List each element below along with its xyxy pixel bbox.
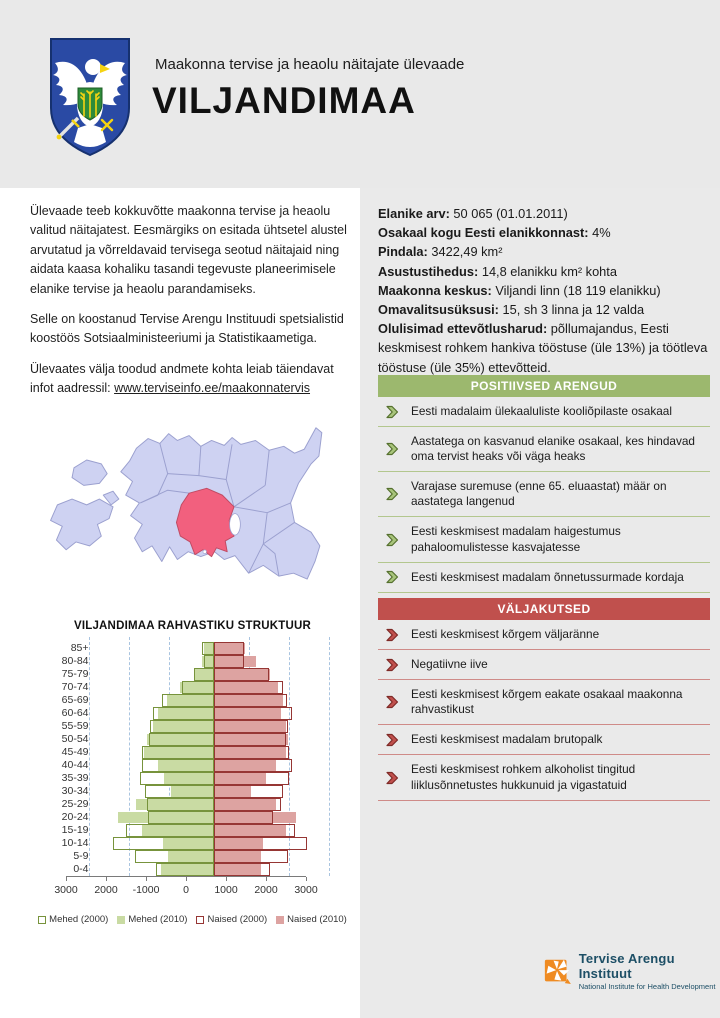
- positive-item: [378, 517, 710, 562]
- stat-label: Olulisimad ettevõtlusharud:: [378, 321, 548, 337]
- bar-naised2000: [214, 746, 289, 759]
- legend-swatch: [276, 916, 284, 924]
- stat-value: 15, sh 3 linna ja 12 valda: [498, 301, 645, 317]
- bar-mehed2000: [140, 772, 214, 785]
- axis-tick: [106, 877, 107, 881]
- age-group-label: 50-54: [61, 733, 89, 745]
- stat-label: Omavalitsusüksusi:: [378, 301, 499, 317]
- legend-label: Mehed (2010): [128, 914, 188, 925]
- terviseinfo-link[interactable]: www.terviseinfo.ee/maakonnatervis: [114, 381, 311, 395]
- bar-mehed2000: [149, 733, 213, 746]
- bar-mehed2000: [153, 707, 214, 720]
- axis-tick: [266, 877, 267, 881]
- pyramid-row: [53, 642, 333, 655]
- pyramid-row: [53, 720, 333, 733]
- age-group-label: 80-84: [61, 655, 89, 667]
- bar-mehed2000: [126, 824, 214, 837]
- stat-label: Osakaal kogu Eesti elanikkonnast:: [378, 225, 589, 241]
- bar-mehed2000: [142, 746, 214, 759]
- bar-naised2000: [214, 837, 307, 850]
- bar-mehed2000: [150, 720, 213, 733]
- bar-mehed2000: [194, 668, 213, 681]
- chevron-icon: [385, 533, 399, 547]
- pyramid-row: [53, 785, 333, 798]
- page-subtitle: Maakonna tervise ja heaolu näitajate ülevaade: [155, 56, 465, 73]
- age-group-label: 5-9: [73, 850, 89, 862]
- age-group-label: 35-39: [61, 772, 89, 784]
- tai-logo-text: [579, 951, 720, 991]
- item-text: Eesti keskmisest madalam brutopalk: [411, 732, 603, 747]
- legend-label: Naised (2000): [207, 914, 268, 925]
- bar-naised2000: [214, 707, 292, 720]
- stat-label: Maakonna keskus:: [378, 282, 492, 298]
- challenges-header: VÄLJAKUTSED: [378, 598, 710, 620]
- positive-item: [378, 472, 710, 517]
- axis-tick: [66, 877, 67, 881]
- viljandimaa-coat-of-arms-icon: [48, 36, 132, 158]
- bar-mehed2000: [145, 785, 214, 798]
- intro-paragraph-1: Ülevaade teeb kokkuvõtte maakonna tervise ja heaolu valitud näitajatest. Eesmärgiks on esitada ühtsetel alustel arvutatud ja võrreldavaid tervisega seotud näitajaid ning aidata kaasa kohaliku tasandi tegevuste planeerimisele elanike tervise ja heaolu parandamiseks.: [30, 204, 347, 296]
- stat-value: 3422,49 km²: [427, 244, 503, 260]
- page-title: VILJANDIMAA: [152, 80, 416, 121]
- chevron-icon: [385, 695, 399, 709]
- stat-value: Viljandi linn (18 119 elanikku): [491, 282, 661, 298]
- challenge-item: [378, 755, 710, 800]
- challenge-item: [378, 620, 710, 650]
- bar-naised2000: [214, 863, 270, 876]
- pyramid-row: [53, 707, 333, 720]
- item-text: Aastatega on kasvanud elanike osakaal, kes hindavad oma tervist heaks või väga heaks: [411, 434, 695, 464]
- stat-label: Pindala:: [378, 244, 428, 260]
- item-text: Varajase suremuse (enne 65. eluaastat) määr on aastatega langenud: [411, 479, 667, 509]
- pyramid-row: [53, 772, 333, 785]
- bar-naised2000: [214, 720, 289, 733]
- stat-value: 4%: [588, 225, 611, 241]
- pyramid-row: [53, 811, 333, 824]
- stat-value: 14,8 elanikku km² kohta: [478, 263, 617, 279]
- estonia-county-map: [33, 396, 355, 604]
- chart-x-tick-labels: [54, 884, 318, 900]
- stat-line: [378, 223, 710, 242]
- bar-naised2000: [214, 642, 244, 655]
- positives-items: [378, 397, 710, 593]
- bar-mehed2000: [148, 811, 213, 824]
- age-group-label: 75-79: [61, 668, 89, 680]
- positives-section: [378, 375, 710, 593]
- bar-naised2000: [214, 785, 284, 798]
- stat-line: [378, 281, 710, 300]
- bar-naised2000: [214, 824, 295, 837]
- challenge-item: [378, 650, 710, 680]
- x-tick-label: 2000: [254, 884, 278, 896]
- challenges-section: [378, 598, 710, 801]
- chart-plot-area: [53, 642, 333, 876]
- population-pyramid-chart: [30, 620, 355, 925]
- legend-swatch: [38, 916, 46, 924]
- positives-header: POSITIIVSED ARENGUD: [378, 375, 710, 397]
- bar-naised2000: [214, 733, 287, 746]
- stat-line: [378, 262, 710, 281]
- x-tick-label: 3000: [54, 884, 78, 896]
- legend-label: Naised (2010): [287, 914, 347, 925]
- legend-swatch: [117, 916, 125, 924]
- age-group-label: 55-59: [61, 720, 89, 732]
- x-tick-label: 2000: [94, 884, 118, 896]
- stat-label: Asustustihedus:: [378, 263, 479, 279]
- item-text: Eesti keskmisest rohkem alkoholist tingitud liiklusõnnetustes hukkunuid ja vigastatuid: [411, 762, 636, 792]
- item-text: Eesti keskmisest madalam haigestumus pahaloomulistesse kasvajatesse: [411, 524, 621, 554]
- chevron-icon: [385, 733, 399, 747]
- pyramid-row: [53, 863, 333, 876]
- bar-mehed2000: [162, 694, 214, 707]
- legend-item: [117, 914, 187, 925]
- bar-mehed2000: [182, 681, 214, 694]
- tai-logo: [544, 951, 720, 991]
- pyramid-row: [53, 798, 333, 811]
- legend-swatch: [196, 916, 204, 924]
- chevron-icon: [385, 570, 399, 584]
- age-group-label: 85+: [70, 642, 89, 654]
- item-text: Eesti madalaim ülekaaluliste kooliõpilaste osakaal: [411, 404, 672, 418]
- bar-naised2000: [214, 811, 274, 824]
- pyramid-row: [53, 694, 333, 707]
- chart-title: VILJANDIMAA RAHVASTIKU STRUKTUUR: [73, 620, 312, 632]
- positive-item: [378, 427, 710, 472]
- intro-paragraph-2: Selle on koostanud Tervise Arengu Instituudi spetsialistid koostöös Sotsiaalministeeriumi ja Statistikaametiga.: [30, 311, 344, 346]
- intro-paragraph-3-text: Ülevaates välja toodud andmete kohta leiab täiendavat infot aadressil:: [30, 361, 334, 395]
- pyramid-row: [53, 759, 333, 772]
- age-group-label: 45-49: [61, 746, 89, 758]
- intro-text: [30, 202, 354, 409]
- bar-naised2000: [214, 798, 281, 811]
- bar-mehed2000: [142, 759, 214, 772]
- tai-logo-title: Tervise Arengu Instituut: [578, 951, 675, 981]
- intro-paragraph-3: [30, 360, 354, 399]
- item-text: Eesti keskmisest kõrgem eakate osakaal maakonna rahvastikust: [411, 687, 683, 717]
- age-group-label: 65-69: [61, 694, 89, 706]
- stat-line: [378, 204, 710, 223]
- chart-rows: [53, 642, 333, 876]
- age-group-label: 10-14: [61, 837, 89, 849]
- bar-naised2000: [214, 772, 289, 785]
- pyramid-row: [53, 824, 333, 837]
- legend-label: Mehed (2000): [49, 914, 109, 925]
- age-group-label: 20-24: [61, 811, 89, 823]
- age-group-label: 60-64: [61, 707, 89, 719]
- bar-naised2000: [214, 694, 287, 707]
- stat-line: [378, 242, 710, 261]
- legend-item: [38, 914, 108, 925]
- pyramid-row: [53, 681, 333, 694]
- county-stats-list: [378, 204, 710, 377]
- pyramid-row: [53, 850, 333, 863]
- age-group-label: 70-74: [61, 681, 89, 693]
- pyramid-row: [53, 746, 333, 759]
- item-text: Negatiivne iive: [411, 657, 488, 672]
- bar-naised2000: [214, 655, 244, 668]
- tai-logo-subtitle: National Institute for Health Development: [578, 982, 716, 991]
- axis-tick: [226, 877, 227, 881]
- item-text: Eesti keskmisest kõrgem väljaränne: [411, 627, 600, 641]
- axis-tick: [146, 877, 147, 881]
- chevron-icon: [385, 442, 399, 456]
- axis-tick: [186, 877, 187, 881]
- pyramid-row: [53, 655, 333, 668]
- positive-item: [378, 563, 710, 593]
- x-tick-label: -1000: [132, 884, 160, 896]
- tai-logo-icon: [544, 956, 572, 986]
- positive-item: [378, 397, 710, 427]
- bar-mehed2000: [147, 798, 213, 811]
- item-text: Eesti keskmisest madalam õnnetussurmade kordaja: [411, 569, 684, 584]
- stat-line: [378, 319, 710, 377]
- bar-mehed2000: [156, 863, 214, 876]
- chevron-icon: [385, 405, 399, 419]
- chevron-icon: [385, 771, 399, 785]
- bar-mehed2000: [135, 850, 214, 863]
- pyramid-row: [53, 733, 333, 746]
- chevron-icon: [385, 658, 399, 672]
- x-tick-label: 1000: [214, 884, 238, 896]
- stat-value: 50 065 (01.01.2011): [449, 206, 568, 221]
- age-group-label: 15-19: [61, 824, 89, 836]
- stat-label: Elanike arv:: [378, 206, 450, 221]
- bar-mehed2000: [113, 837, 213, 850]
- age-group-label: 30-34: [61, 785, 89, 797]
- chart-legend: [30, 914, 355, 925]
- chevron-icon: [385, 628, 399, 642]
- age-group-label: 25-29: [61, 798, 89, 810]
- bar-naised2000: [214, 850, 289, 863]
- age-group-label: 40-44: [61, 759, 89, 771]
- pyramid-row: [53, 668, 333, 681]
- legend-item: [276, 914, 347, 925]
- age-group-label: 0-4: [73, 863, 89, 875]
- bar-naised2000: [214, 681, 283, 694]
- bar-mehed2000: [204, 655, 213, 668]
- bar-naised2000: [214, 668, 270, 681]
- legend-item: [196, 914, 267, 925]
- chevron-icon: [385, 487, 399, 501]
- chart-x-axis: [66, 876, 306, 882]
- challenges-items: [378, 620, 710, 801]
- bar-naised2000: [214, 759, 292, 772]
- axis-tick: [306, 877, 307, 881]
- x-tick-label: 0: [183, 884, 189, 896]
- stat-value: põllumajandus, Eesti keskmisest rohkem hankiva tööstuse (üle 13%) ja töötleva tööstuse (üle 35%) ettevõtteid.: [378, 321, 708, 375]
- pyramid-row: [53, 837, 333, 850]
- challenge-item: [378, 725, 710, 755]
- x-tick-label: 3000: [294, 884, 318, 896]
- bar-mehed2000: [202, 642, 214, 655]
- stat-line: [378, 300, 710, 319]
- challenge-item: [378, 680, 710, 725]
